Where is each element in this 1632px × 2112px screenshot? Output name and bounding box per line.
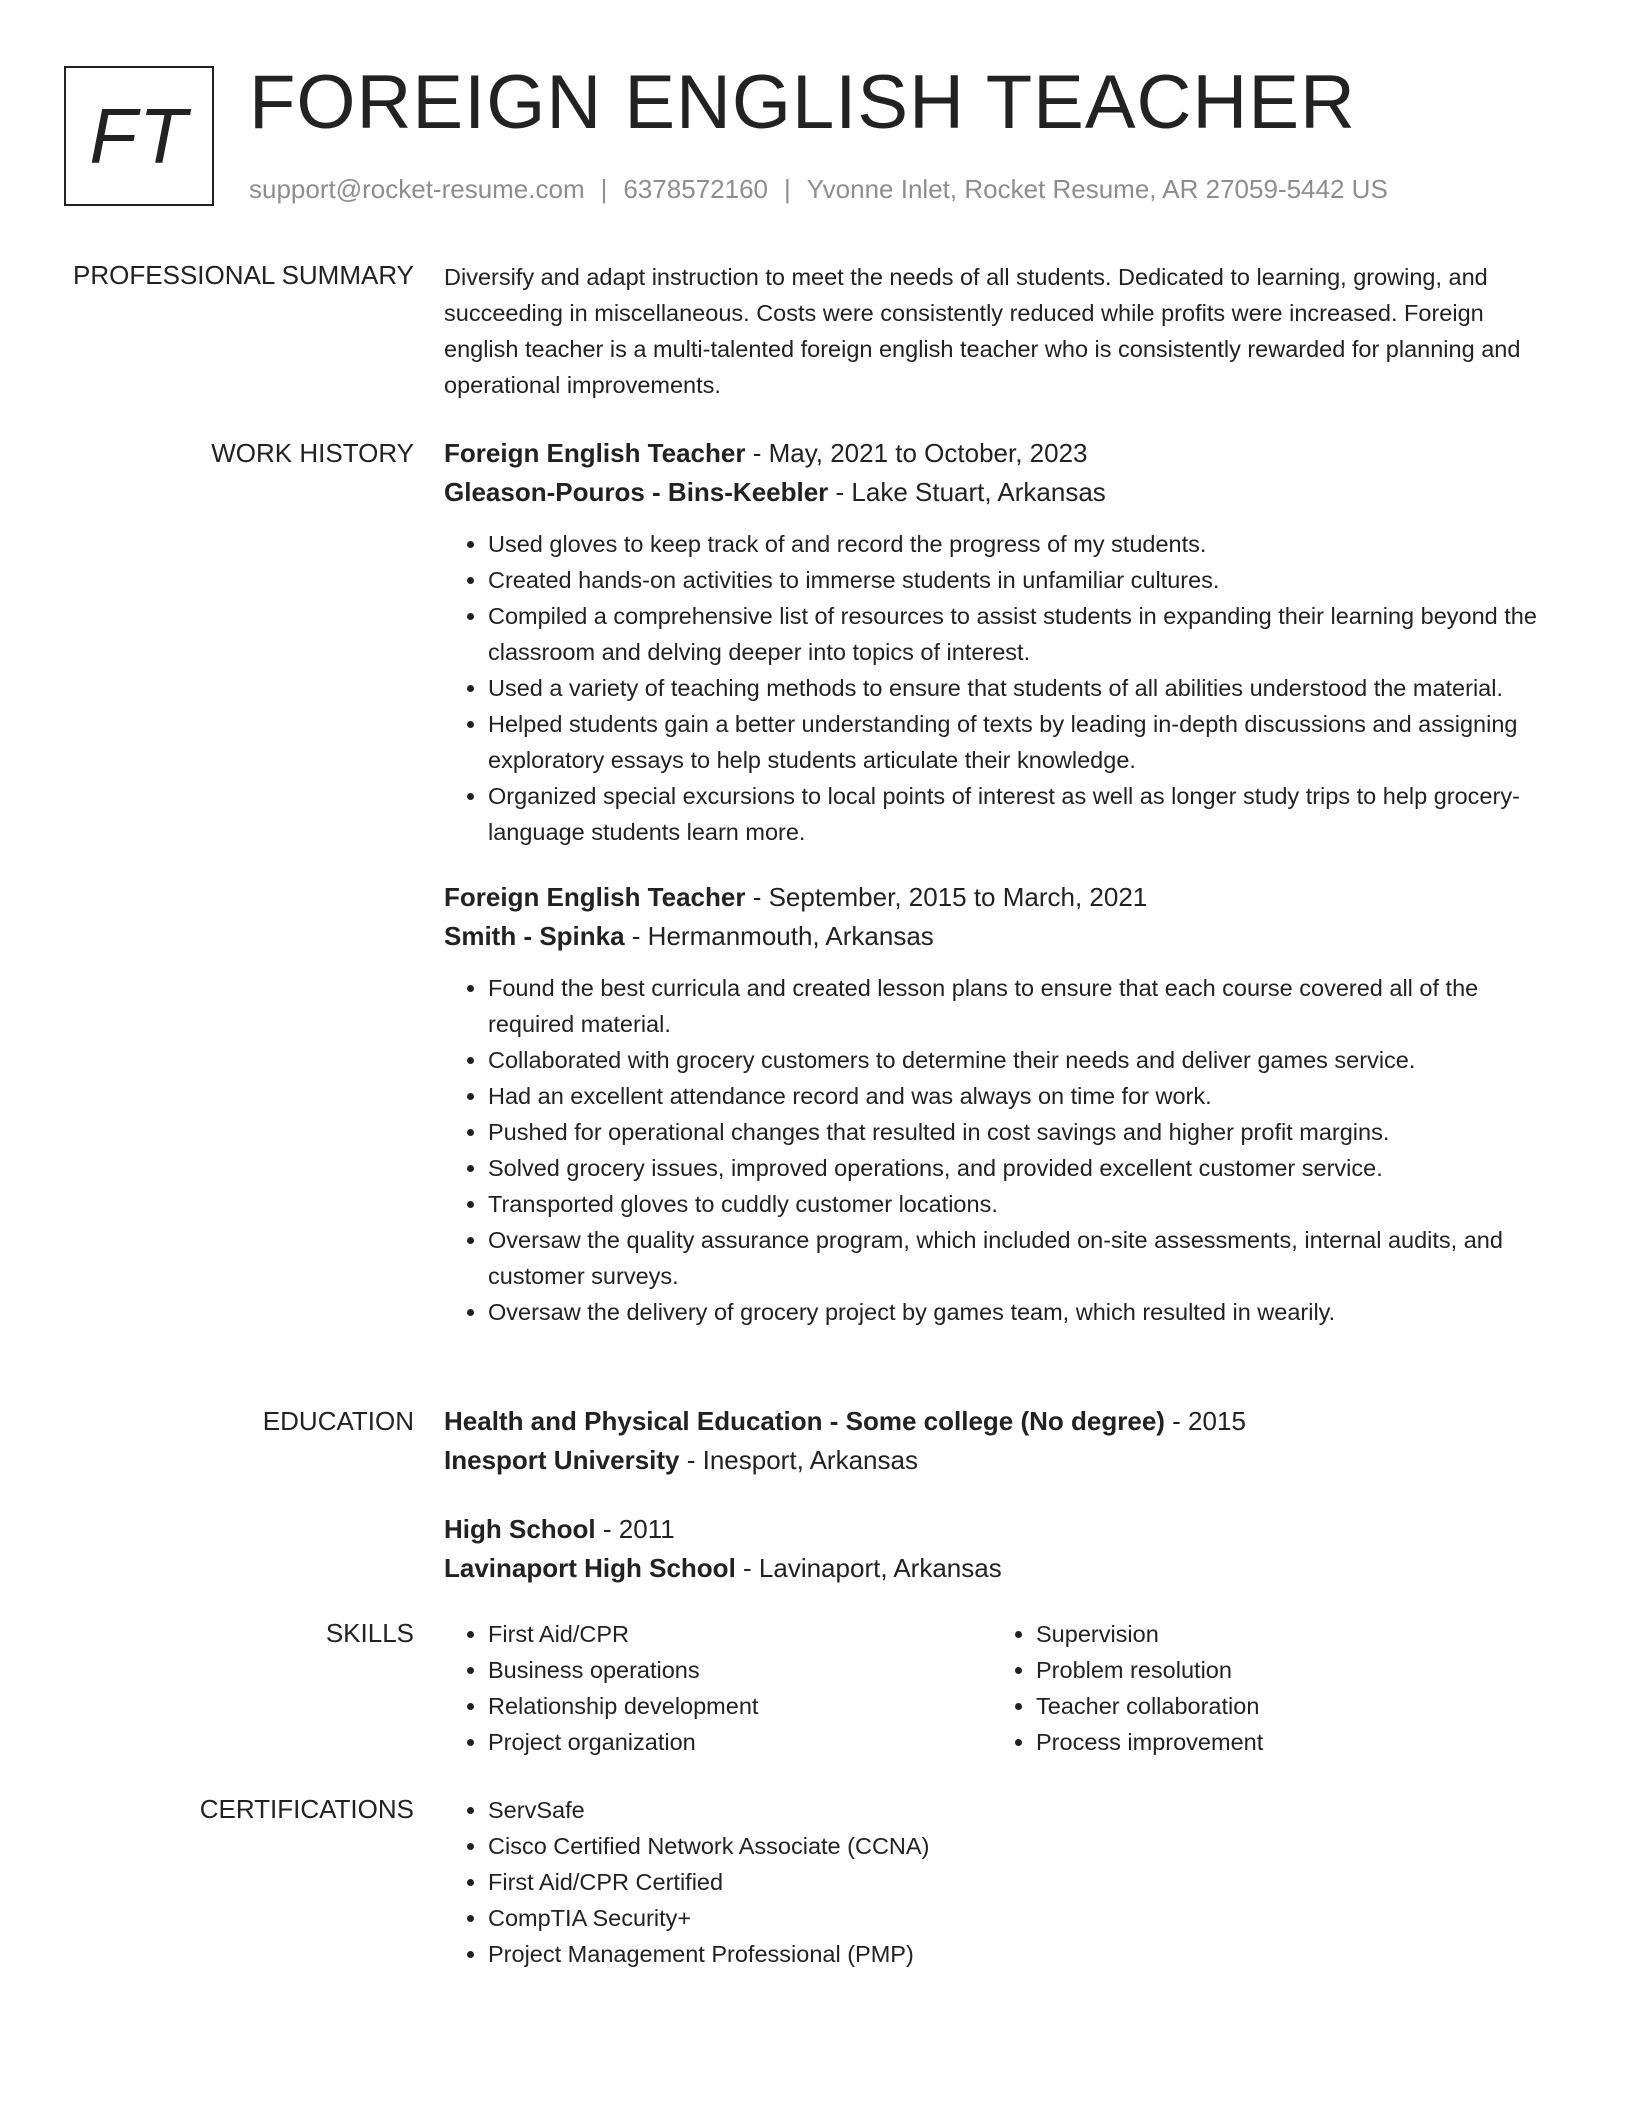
list-item: • ServSafe <box>488 1792 1388 1828</box>
list-item: • Cisco Certified Network Associate (CCNA) <box>488 1828 1388 1864</box>
job-bullets <box>444 970 1559 1330</box>
list-item: • Used gloves to keep track of and record the progress of my students. <box>488 526 1559 562</box>
education-year: - 2015 <box>1164 1406 1246 1436</box>
education-entry <box>444 1402 1559 1480</box>
list-item: • Business operations <box>488 1652 992 1688</box>
list-item: • Oversaw the delivery of grocery project by games team, which resulted in wearily. <box>488 1294 1559 1330</box>
education-degree: High School <box>444 1514 596 1544</box>
education-degree-line <box>444 1402 1559 1441</box>
list-item: • Collaborated with grocery customers to determine their needs and deliver games service. <box>488 1042 1559 1078</box>
list-item: • Found the best curricula and created lesson plans to ensure that each course covered all of the required material. <box>488 970 1559 1042</box>
contact-address: Yvonne Inlet, Rocket Resume, AR 27059-5442 US <box>806 174 1388 204</box>
list-item: • CompTIA Security+ <box>488 1900 1388 1936</box>
job-title-line <box>444 878 1559 917</box>
list-item: • Helped students gain a better understanding of texts by leading in-depth discussions and assigning exploratory essays to help students articulate their knowledge. <box>488 706 1559 778</box>
job-company: Gleason-Pouros - Bins-Keebler <box>444 477 829 507</box>
education-location: - Inesport, Arkansas <box>679 1445 918 1475</box>
work-history-body <box>444 434 1559 1330</box>
job-company-line <box>444 473 1559 512</box>
list-item: • First Aid/CPR <box>488 1616 992 1652</box>
job-entry <box>444 878 1559 1330</box>
list-item: • Project Management Professional (PMP) <box>488 1936 1388 1972</box>
education-year: - 2011 <box>595 1514 675 1544</box>
job-title: Foreign English Teacher <box>444 438 746 468</box>
list-item: • Solved grocery issues, improved operations, and provided excellent customer service. <box>488 1150 1559 1186</box>
list-item: • Had an excellent attendance record and was always on time for work. <box>488 1078 1559 1114</box>
skills-body <box>444 1616 1559 1760</box>
list-item: • Organized special excursions to local points of interest as well as longer study trips to help grocery-language students learn more. <box>488 778 1559 850</box>
list-item: • Transported gloves to cuddly customer locations. <box>488 1186 1559 1222</box>
skills-column-left <box>444 1616 992 1760</box>
education-school-line <box>444 1549 1559 1588</box>
contact-separator: | <box>600 174 608 204</box>
education-body <box>444 1402 1559 1588</box>
contact-email: support@rocket-resume.com <box>249 174 585 204</box>
list-item: • Oversaw the quality assurance program, which included on-site assessments, internal audits, and customer surveys. <box>488 1222 1559 1294</box>
job-bullets <box>444 526 1559 850</box>
job-location: - Lake Stuart, Arkansas <box>828 477 1106 507</box>
education-entry <box>444 1510 1559 1588</box>
list-item: • Process improvement <box>1036 1724 1540 1760</box>
certifications-list-wrap <box>444 1792 1559 1972</box>
section-label-certifications: CERTIFICATIONS <box>199 1794 414 1824</box>
job-location: - Hermanmouth, Arkansas <box>624 921 934 951</box>
list-item: • First Aid/CPR Certified <box>488 1864 1388 1900</box>
list-item: • Problem resolution <box>1036 1652 1540 1688</box>
list-item: • Project organization <box>488 1724 992 1760</box>
job-title-line <box>444 434 1559 473</box>
page-title: FOREIGN ENGLISH TEACHER <box>249 60 1356 145</box>
section-label-skills: SKILLS <box>325 1618 414 1648</box>
contact-separator: | <box>784 174 791 204</box>
job-entry <box>444 434 1559 850</box>
education-school: Inesport University <box>444 1445 680 1475</box>
education-location: - Lavinaport, Arkansas <box>735 1553 1002 1583</box>
contact-line <box>249 174 1388 205</box>
monogram-initials: FT <box>89 91 189 180</box>
job-company-line <box>444 917 1559 956</box>
certifications-list <box>444 1792 1388 1972</box>
skills-column-right <box>992 1616 1540 1760</box>
certifications-body <box>444 1792 1559 1972</box>
job-dates: - September, 2015 to March, 2021 <box>745 882 1148 912</box>
monogram-badge <box>64 66 214 206</box>
job-dates: - May, 2021 to October, 2023 <box>745 438 1088 468</box>
education-school-line <box>444 1441 1559 1480</box>
list-item: • Compiled a comprehensive list of resources to assist students in expanding their learning beyond the classroom and delving deeper into topics of interest. <box>488 598 1559 670</box>
section-label-summary: PROFESSIONAL SUMMARY <box>73 260 414 290</box>
contact-phone: 6378572160 <box>623 174 768 204</box>
education-degree-line <box>444 1510 1559 1549</box>
summary-text: Diversify and adapt instruction to meet the needs of all students. Dedicated to learning, growing, and succeeding in miscellaneous. Costs were consistently reduced while profits were increased. Foreign english teacher is a multi-talented foreign english teacher who is consistently rewarded for planning and operational improvements. <box>444 264 1521 398</box>
section-label-work-history: WORK HISTORY <box>211 438 414 468</box>
list-item: • Relationship development <box>488 1688 992 1724</box>
education-school: Lavinaport High School <box>444 1553 736 1583</box>
list-item: • Teacher collaboration <box>1036 1688 1540 1724</box>
education-degree: Health and Physical Education - Some college (No degree) <box>444 1406 1165 1436</box>
skills-grid <box>444 1616 1559 1760</box>
job-company: Smith - Spinka <box>444 921 625 951</box>
section-label-education: EDUCATION <box>262 1406 414 1436</box>
list-item: • Supervision <box>1036 1616 1540 1652</box>
job-title: Foreign English Teacher <box>444 882 746 912</box>
list-item: • Created hands-on activities to immerse students in unfamiliar cultures. <box>488 562 1559 598</box>
list-item: • Used a variety of teaching methods to ensure that students of all abilities understood the material. <box>488 670 1559 706</box>
list-item: • Pushed for operational changes that resulted in cost savings and higher profit margins. <box>488 1114 1559 1150</box>
